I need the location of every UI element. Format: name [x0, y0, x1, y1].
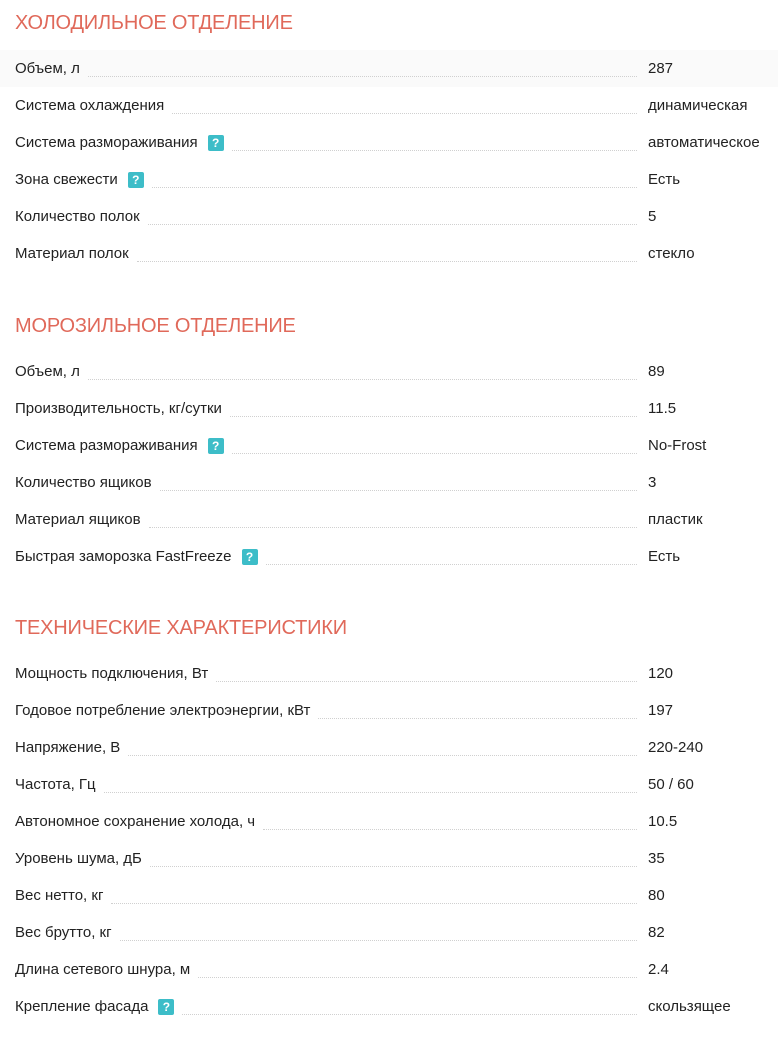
help-icon[interactable]: ? [208, 438, 224, 454]
spec-value: пластик [648, 511, 703, 528]
spec-value: стекло [648, 245, 695, 262]
help-icon[interactable]: ? [208, 135, 224, 151]
dotted-leader [172, 113, 637, 114]
spec-label: Мощность подключения, Вт [15, 665, 209, 682]
help-icon[interactable]: ? [158, 999, 174, 1015]
spec-value: Есть [648, 171, 681, 188]
spec-value: 220-240 [648, 739, 704, 756]
spec-label: Крепление фасада [15, 998, 149, 1015]
spec-label: Зона свежести [15, 171, 118, 188]
section-title: МОРОЗИЛЬНОЕ ОТДЕЛЕНИЕ [15, 315, 296, 337]
spec-label: Количество ящиков [15, 474, 152, 491]
spec-label: Вес брутто, кг [15, 924, 112, 941]
spec-table [0, 655, 778, 1025]
dotted-leader [148, 224, 637, 225]
spec-row [0, 501, 778, 538]
spec-value: 2.4 [648, 961, 669, 978]
spec-label: Материал ящиков [15, 511, 141, 528]
spec-label: Годовое потребление электроэнергии, кВт [15, 702, 311, 719]
spec-row [0, 803, 778, 840]
dotted-leader [128, 755, 637, 756]
dotted-leader [266, 564, 638, 565]
dotted-leader [149, 527, 637, 528]
spec-value: 50 / 60 [648, 776, 694, 793]
dotted-leader [120, 940, 637, 941]
spec-value: скользящее [648, 998, 731, 1015]
dotted-leader [216, 681, 637, 682]
spec-label: Длина сетевого шнура, м [15, 961, 191, 978]
spec-label: Частота, Гц [15, 776, 96, 793]
spec-value: 35 [648, 850, 665, 867]
help-icon[interactable]: ? [242, 549, 258, 565]
spec-value: Есть [648, 548, 681, 565]
spec-value: 287 [648, 60, 674, 77]
spec-value: 120 [648, 665, 674, 682]
dotted-leader [198, 977, 637, 978]
spec-label: Количество полок [15, 208, 140, 225]
spec-row [0, 840, 778, 877]
spec-row [0, 353, 778, 390]
spec-label: Уровень шума, дБ [15, 850, 142, 867]
spec-row [0, 161, 778, 198]
spec-label: Производительность, кг/сутки [15, 400, 222, 417]
spec-value: 10.5 [648, 813, 678, 830]
spec-table [0, 50, 778, 272]
spec-table [0, 353, 778, 575]
dotted-leader [137, 261, 637, 262]
dotted-leader [318, 718, 637, 719]
dotted-leader [182, 1014, 637, 1015]
spec-value: 80 [648, 887, 665, 904]
dotted-leader [150, 866, 637, 867]
spec-row [0, 235, 778, 272]
dotted-leader [232, 150, 637, 151]
spec-value: 3 [648, 474, 657, 491]
spec-label: Вес нетто, кг [15, 887, 104, 904]
spec-row [0, 198, 778, 235]
dotted-leader [88, 379, 637, 380]
spec-row [0, 877, 778, 914]
spec-value: 89 [648, 363, 665, 380]
spec-row [0, 988, 778, 1025]
spec-value: динамическая [648, 97, 748, 114]
spec-value: 5 [648, 208, 657, 225]
spec-label: Система размораживания [15, 134, 198, 151]
spec-value: 82 [648, 924, 665, 941]
help-icon[interactable]: ? [128, 172, 144, 188]
dotted-leader [160, 490, 637, 491]
spec-row [0, 692, 778, 729]
dotted-leader [152, 187, 637, 188]
dotted-leader [104, 792, 637, 793]
spec-label: Автономное сохранение холода, ч [15, 813, 256, 830]
spec-value: 197 [648, 702, 674, 719]
spec-value: No-Frost [648, 437, 707, 454]
spec-row [0, 951, 778, 988]
spec-row [0, 655, 778, 692]
section-title: ТЕХНИЧЕСКИЕ ХАРАКТЕРИСТИКИ [15, 617, 347, 639]
spec-row [0, 124, 778, 161]
spec-row [0, 464, 778, 501]
spec-label: Материал полок [15, 245, 129, 262]
spec-label: Система размораживания [15, 437, 198, 454]
spec-value: автоматическое [648, 134, 760, 151]
dotted-leader [232, 453, 637, 454]
spec-row [0, 87, 778, 124]
section-title: ХОЛОДИЛЬНОЕ ОТДЕЛЕНИЕ [15, 12, 293, 34]
spec-row [0, 390, 778, 427]
spec-label: Система охлаждения [15, 97, 165, 114]
spec-row [0, 914, 778, 951]
dotted-leader [88, 76, 637, 77]
spec-row [0, 766, 778, 803]
spec-row [0, 729, 778, 766]
spec-row [0, 538, 778, 575]
spec-row [0, 50, 778, 87]
spec-label: Напряжение, В [15, 739, 121, 756]
spec-label: Объем, л [15, 363, 80, 380]
dotted-leader [230, 416, 637, 417]
dotted-leader [263, 829, 637, 830]
spec-label: Быстрая заморозка FastFreeze [15, 548, 232, 565]
spec-value: 11.5 [648, 400, 677, 417]
spec-row [0, 427, 778, 464]
spec-label: Объем, л [15, 60, 80, 77]
dotted-leader [111, 903, 637, 904]
